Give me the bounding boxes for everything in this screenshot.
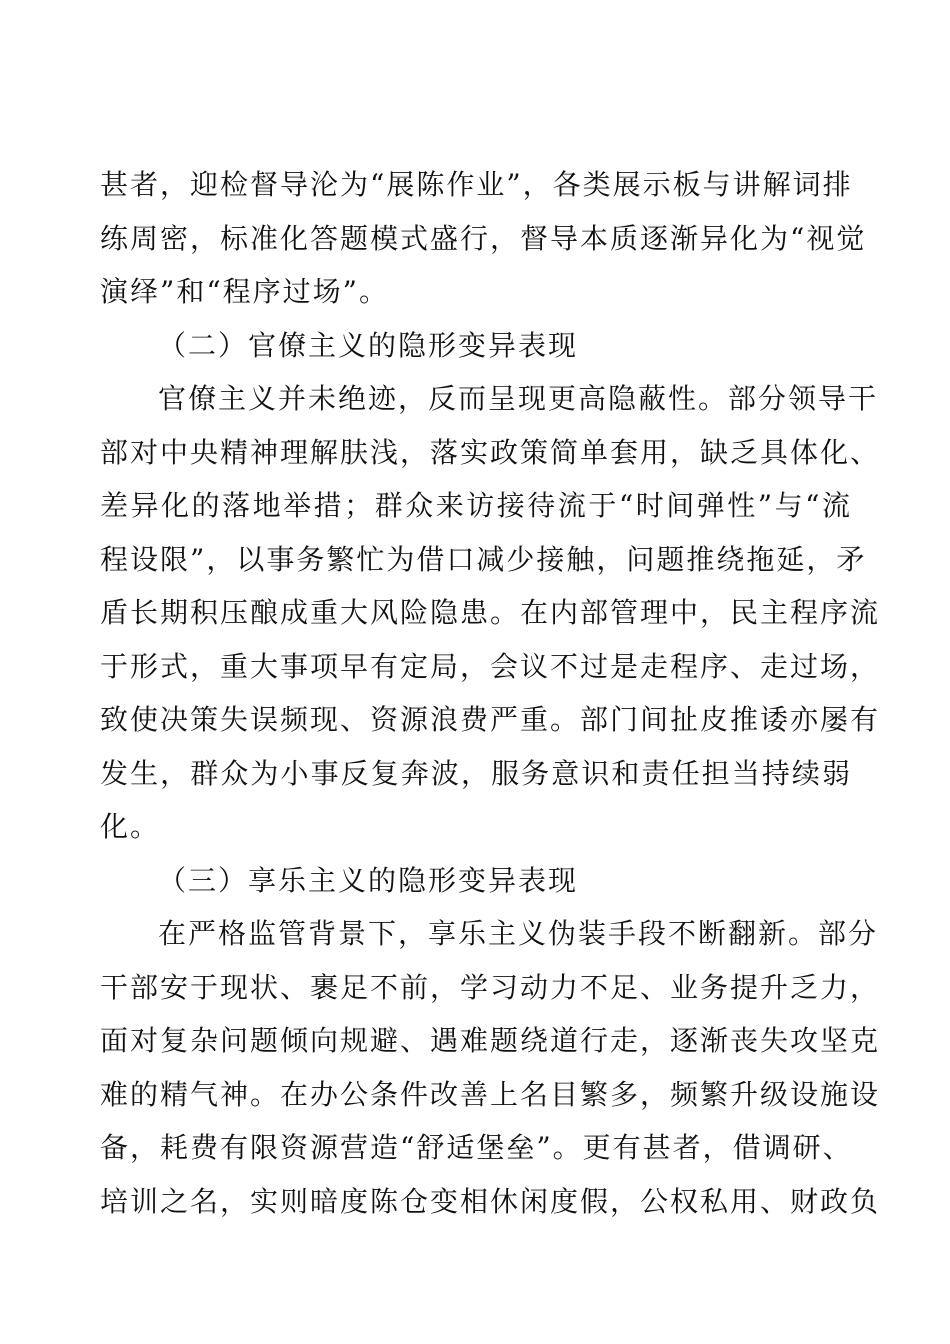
text-line-7: 差异化的落地举措；群众来访接待流于“时间弹性”与“流 bbox=[100, 489, 852, 522]
text-line-10: 于形式，重大事项早有定局，会议不过是走程序、走过场， bbox=[100, 649, 881, 683]
text-line-8: 程设限”，以事务繁忙为借口减少接触，问题推绕拖延，矛 bbox=[100, 542, 867, 576]
text-line-11: 致使决策失误频现、资源浪费严重。部门间扯皮推诿亦屡有 bbox=[100, 703, 881, 736]
text-line-3: 演绎”和“程序过场”。 bbox=[100, 275, 389, 308]
text-line-19: 备，耗费有限资源营造“舒适堡垒”。更有甚者，借调研、 bbox=[100, 1131, 853, 1164]
text-line-9: 盾长期积压酿成重大风险隐患。在内部管理中，民主程序流 bbox=[100, 596, 881, 629]
text-line-15: 在严格监管背景下，享乐主义伪装手段不断翻新。部分 bbox=[158, 917, 879, 950]
text-line-17: 面对复杂问题倾向规避、遇难题绕道行走，逐渐丧失攻坚克 bbox=[100, 1024, 881, 1057]
text-line-12: 发生，群众为小事反复奔波，服务意识和责任担当持续弱 bbox=[100, 756, 852, 790]
text-line-16: 干部安于现状、裹足不前，学习动力不足、业务提升乏力， bbox=[100, 970, 881, 1004]
section-heading-2: （二）官僚主义的隐形变异表现 bbox=[158, 328, 579, 362]
text-line-1: 甚者，迎检督导沦为“展陈作业”，各类展示板与讲解词排 bbox=[100, 168, 853, 201]
text-line-2: 练周密，标准化答题模式盛行，督导本质逐渐异化为“视觉 bbox=[100, 221, 867, 255]
text-line-20: 培训之名，实则暗度陈仓变相休闲度假，公权私用、财政负 bbox=[100, 1184, 881, 1218]
document-body bbox=[100, 158, 881, 1228]
text-line-18: 难的精气神。在办公条件改善上名目繁多，频繁升级设施设 bbox=[100, 1077, 881, 1111]
text-line-13: 化。 bbox=[100, 810, 161, 843]
text-line-5: 官僚主义并未绝迹，反而呈现更高隐蔽性。部分领导干 bbox=[158, 382, 879, 415]
section-heading-3: （三）享乐主义的隐形变异表现 bbox=[158, 863, 579, 897]
text-line-6: 部对中央精神理解肤浅，落实政策简单套用，缺乏具体化、 bbox=[100, 435, 881, 469]
